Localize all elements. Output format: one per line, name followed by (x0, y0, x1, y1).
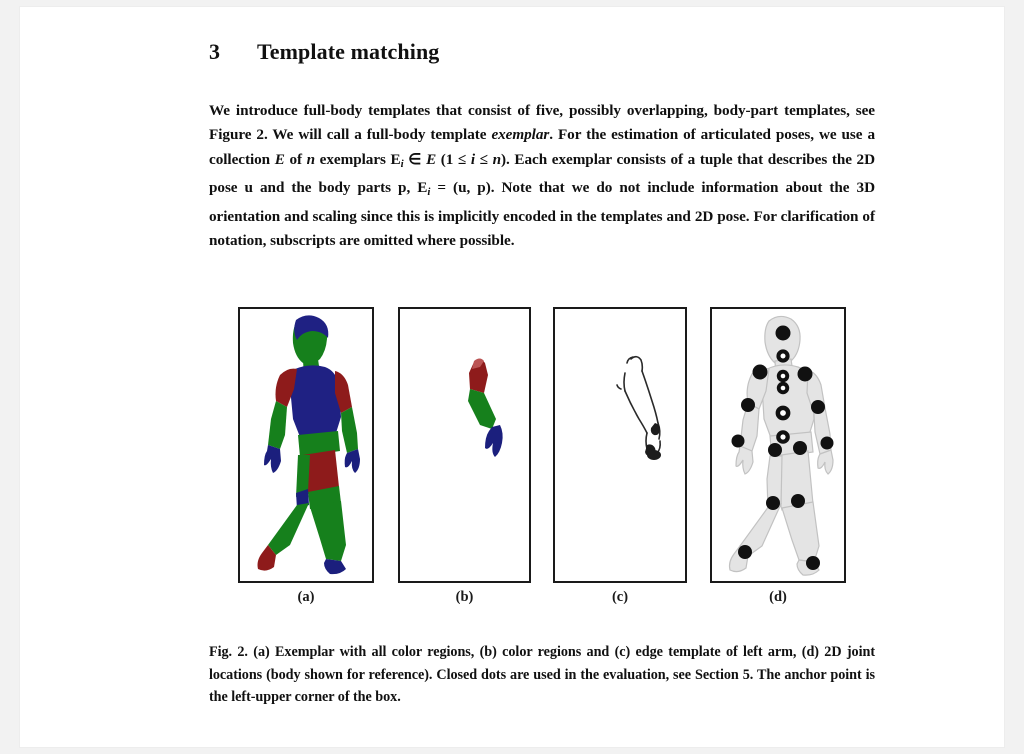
paragraph-text-11: = ( (430, 179, 459, 197)
sublabel-a: (a) (297, 589, 315, 605)
paragraph-text-1: We introduce full-body templates that consist of five, possibly overlapping, body-part templates, see Figure 2. We will call a full-body template (209, 102, 875, 144)
paragraph-text-6: (1 ≤ (436, 150, 471, 168)
paragraph-text-9: and the body parts (252, 179, 399, 197)
math-n: n (306, 150, 316, 168)
math-bold-E: E (390, 150, 401, 168)
figure-panel-c (553, 307, 687, 583)
paragraph-text-10: , (406, 179, 418, 197)
body-paragraph (192, 99, 875, 254)
math-collection-E-2: E (426, 150, 437, 168)
section-heading (192, 39, 882, 65)
figure-panel-d (710, 307, 846, 583)
math-n-2: n (492, 150, 502, 168)
math-bold-u: u (244, 179, 253, 197)
sublabel-d: (d) (769, 589, 787, 605)
page-sheet (20, 7, 1004, 747)
emphasis-exemplar: exemplar (491, 126, 550, 144)
sublabel-b: (b) (455, 589, 474, 605)
paragraph-text-4: exemplars (315, 150, 391, 168)
math-collection-E: E (274, 150, 285, 168)
figure-caption-text: (a) Exemplar with all color regions, (b) color regions and (c) edge template of left arm, (d) 2D joint locations (body shown for reference). Closed dots are used in the evaluation, see Section 5. The anchor point is the left-upper corner of the box. (209, 644, 875, 706)
math-bold-E-2: E (417, 179, 428, 197)
joint-locations-graphic (712, 309, 844, 581)
paragraph-text-5: ∈ (403, 150, 427, 168)
figure-panel-row (192, 307, 882, 585)
paragraph-text-12: , (466, 179, 478, 197)
section-number: 3 (209, 39, 221, 64)
paragraph-text-3: of (284, 150, 307, 168)
math-bold-p-2: p (477, 179, 486, 197)
math-bold-u-2: u (458, 179, 467, 197)
paragraph-text-7: ≤ (475, 150, 493, 168)
left-arm-color-regions-graphic (400, 309, 529, 581)
figure-caption (209, 641, 875, 709)
figure-panel-a (238, 307, 374, 583)
figure-caption-label: Fig. 2. (209, 644, 248, 661)
figure-2 (192, 307, 882, 609)
math-i: i (470, 150, 476, 168)
figure-panel-b (398, 307, 531, 583)
document-content (192, 39, 882, 706)
section-title: Template matching (257, 39, 440, 64)
left-arm-edge-template-graphic (555, 309, 685, 581)
paragraph-text-8: ). Each exemplar consists of a tuple that describes the 2D pose (209, 150, 876, 197)
math-subscript-i: i (400, 157, 404, 170)
exemplar-color-regions-graphic (240, 309, 372, 581)
paragraph-text-2: . For the estimation of articulated poses, we use a collection (209, 126, 875, 168)
math-bold-p: p (398, 179, 407, 197)
figure-sublabel-row (192, 585, 882, 609)
paragraph-text-13: ). Note that we do not include information about the 3D orientation and scaling since this is implicitly encoded in the templates and 2D pose. For clarification of notation, subscripts are omitted where possible. (209, 179, 876, 250)
sublabel-c: (c) (611, 589, 629, 605)
math-subscript-i-2: i (427, 186, 431, 199)
